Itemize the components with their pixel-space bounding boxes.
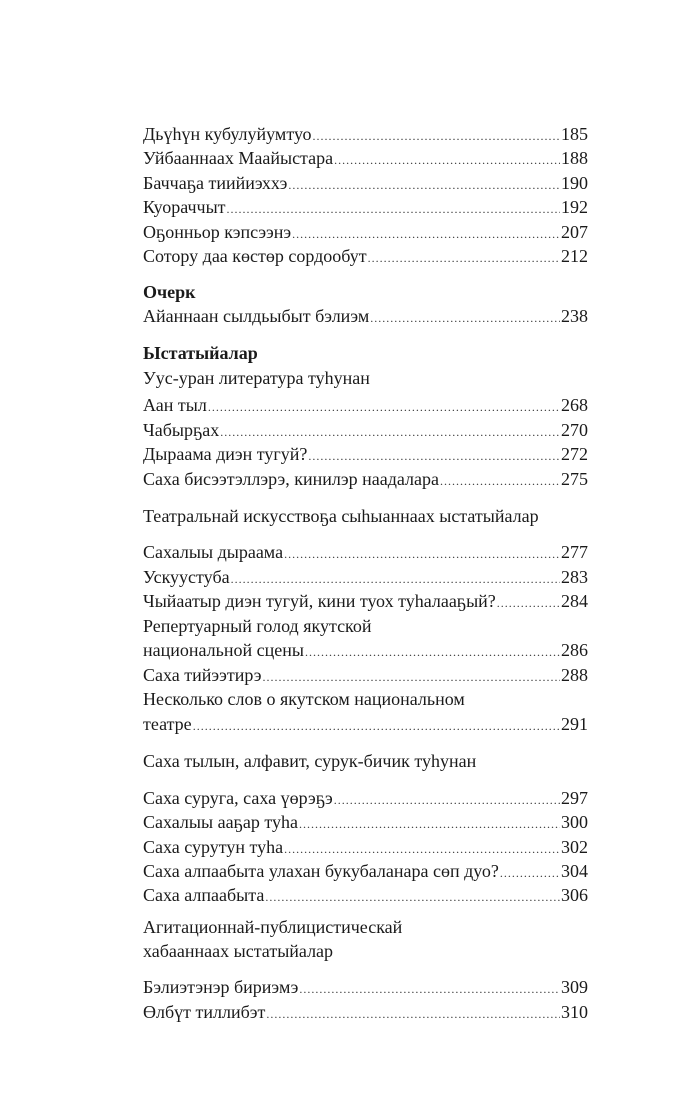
toc-entry-title: Саха бисээтэллэрэ, кинилэр наадалара: [143, 469, 440, 489]
toc-entry: [143, 146, 588, 172]
section-heading: Ыстатыйалар: [143, 343, 258, 363]
toc-page-number: 300: [561, 812, 588, 832]
toc-entry-title: Сахалыы ааҕар туһа: [143, 812, 298, 832]
toc-entry-title-line: Несколько слов о якутском национальном: [143, 689, 465, 709]
toc-entry-title: национальной сцены: [143, 640, 304, 660]
toc-entry-title: Оҕонньор кэпсээнэ: [143, 222, 292, 242]
toc-page-number: 275: [561, 469, 588, 489]
toc-entry: [143, 859, 588, 885]
dot-leader: [208, 395, 560, 419]
toc-page-number: 277: [561, 542, 588, 562]
dot-leader: [299, 812, 560, 836]
dot-leader: [440, 469, 560, 493]
toc-entry: [143, 244, 588, 270]
toc-page-number: 302: [561, 837, 588, 857]
toc-entry-title: Саха сурутун туһа: [143, 837, 284, 857]
toc-entry: [143, 195, 588, 221]
toc-page-number: 212: [561, 246, 588, 266]
toc-entry: [143, 786, 588, 812]
section-subheading: Саха тылын, алфавит, сурук-бичик туһунан: [143, 751, 477, 771]
toc-page-number: 288: [561, 665, 588, 685]
toc-entry: [143, 540, 588, 566]
toc-entry: [143, 122, 588, 148]
toc-entry-title: Аан тыл: [143, 395, 207, 415]
toc-page-number: 272: [561, 444, 588, 464]
toc-entry: [143, 883, 588, 909]
dot-leader: [313, 124, 560, 148]
toc-entry-title: Саха алпаабыта улахан букубаланара сөп дуо?: [143, 861, 499, 881]
toc-entry-title: Ускуустуба: [143, 567, 230, 587]
dot-leader: [334, 148, 560, 172]
toc-page-number: 270: [561, 420, 588, 440]
toc-entry: [143, 712, 588, 738]
toc-page-number: 309: [561, 977, 588, 997]
toc-page-number: 268: [561, 395, 588, 415]
toc-entry-title: Дьүһүн кубулуйумтуо: [143, 124, 312, 144]
toc-page-number: 207: [561, 222, 588, 242]
toc-entry: [143, 565, 588, 591]
toc-page-number: 185: [561, 124, 588, 144]
toc-entry: [143, 442, 588, 468]
section-subheading: Театральнай искусствоҕа сыһыаннаах ыстатыйалар: [143, 506, 539, 526]
toc-page-number: 291: [561, 714, 588, 734]
dot-leader: [299, 977, 560, 1001]
section-subheading: Уус-уран литература туһунан: [143, 368, 370, 388]
toc-entry-title: театре: [143, 714, 192, 734]
dot-leader: [263, 665, 560, 689]
toc-entry-title-line: Репертуарный голод якутской: [143, 616, 372, 636]
toc-entry-title: Чабырҕах: [143, 420, 220, 440]
dot-leader: [497, 591, 560, 615]
dot-leader: [227, 197, 560, 221]
toc-entry: [143, 835, 588, 861]
toc-page-number: 310: [561, 1002, 588, 1022]
toc-entry-title: Саха тийээтирэ: [143, 665, 262, 685]
dot-leader: [308, 444, 560, 468]
dot-leader: [334, 788, 560, 812]
dot-leader: [284, 542, 560, 566]
toc-entry-title: Саха алпаабыта: [143, 885, 265, 905]
toc-entry-title: Сахалыы дыраама: [143, 542, 284, 562]
toc-entry: [143, 663, 588, 689]
dot-leader: [370, 306, 560, 330]
dot-leader: [220, 420, 560, 444]
toc-page-number: 286: [561, 640, 588, 660]
dot-leader: [292, 222, 560, 246]
toc-entry: [143, 1000, 588, 1026]
dot-leader: [231, 567, 560, 591]
toc-entry-title: Сотору даа көстөр сордообут: [143, 246, 367, 266]
toc-page-number: 304: [561, 861, 588, 881]
toc-entry-title: Бэлиэтэнэр бириэмэ: [143, 977, 299, 997]
toc-entry: [143, 393, 588, 419]
toc-entry-title: Дыраама диэн тугуй?: [143, 444, 308, 464]
toc-page-number: 192: [561, 197, 588, 217]
toc-entry: [143, 638, 588, 664]
toc-entry: [143, 220, 588, 246]
toc-entry: [143, 304, 588, 330]
dot-leader: [193, 714, 560, 738]
toc-page-number: 188: [561, 148, 588, 168]
dot-leader: [368, 246, 560, 270]
toc-entry-title: Уйбааннаах Маайыстара: [143, 148, 334, 168]
toc-entry-title: Куораччыт: [143, 197, 226, 217]
toc-page-number: 238: [561, 306, 588, 326]
dot-leader: [500, 861, 560, 885]
toc-entry-title: Баччаҕа тиийиэххэ: [143, 173, 288, 193]
dot-leader: [288, 173, 560, 197]
toc-page-number: 297: [561, 788, 588, 808]
toc-page-number: 284: [561, 591, 588, 611]
section-subheading: хабааннаах ыстатыйалар: [143, 941, 334, 961]
toc-entry-title: Өлбүт тиллибэт: [143, 1002, 266, 1022]
dot-leader: [266, 1002, 560, 1026]
toc-entry-title-line: Агитационнай-публицистическай: [143, 917, 403, 937]
toc-entry: [143, 589, 588, 615]
dot-leader: [305, 640, 560, 664]
dot-leader: [284, 837, 560, 861]
dot-leader: [265, 885, 560, 909]
toc-page-number: 190: [561, 173, 588, 193]
toc-entry: [143, 418, 588, 444]
toc-entry-title: Чыйаатыр диэн тугуй, кини туох туһалааҕый?: [143, 591, 496, 611]
toc-entry: [143, 467, 588, 493]
toc-entry-title: Саха суруга, саха үөрэҕэ: [143, 788, 333, 808]
toc-entry: [143, 975, 588, 1001]
toc-entry: [143, 810, 588, 836]
toc-page-number: 306: [561, 885, 588, 905]
toc-entry: [143, 171, 588, 197]
toc-entry-title: Айаннаан сылдьыбыт бэлиэм: [143, 306, 370, 326]
section-heading: Очерк: [143, 282, 196, 302]
toc-page-number: 283: [561, 567, 588, 587]
